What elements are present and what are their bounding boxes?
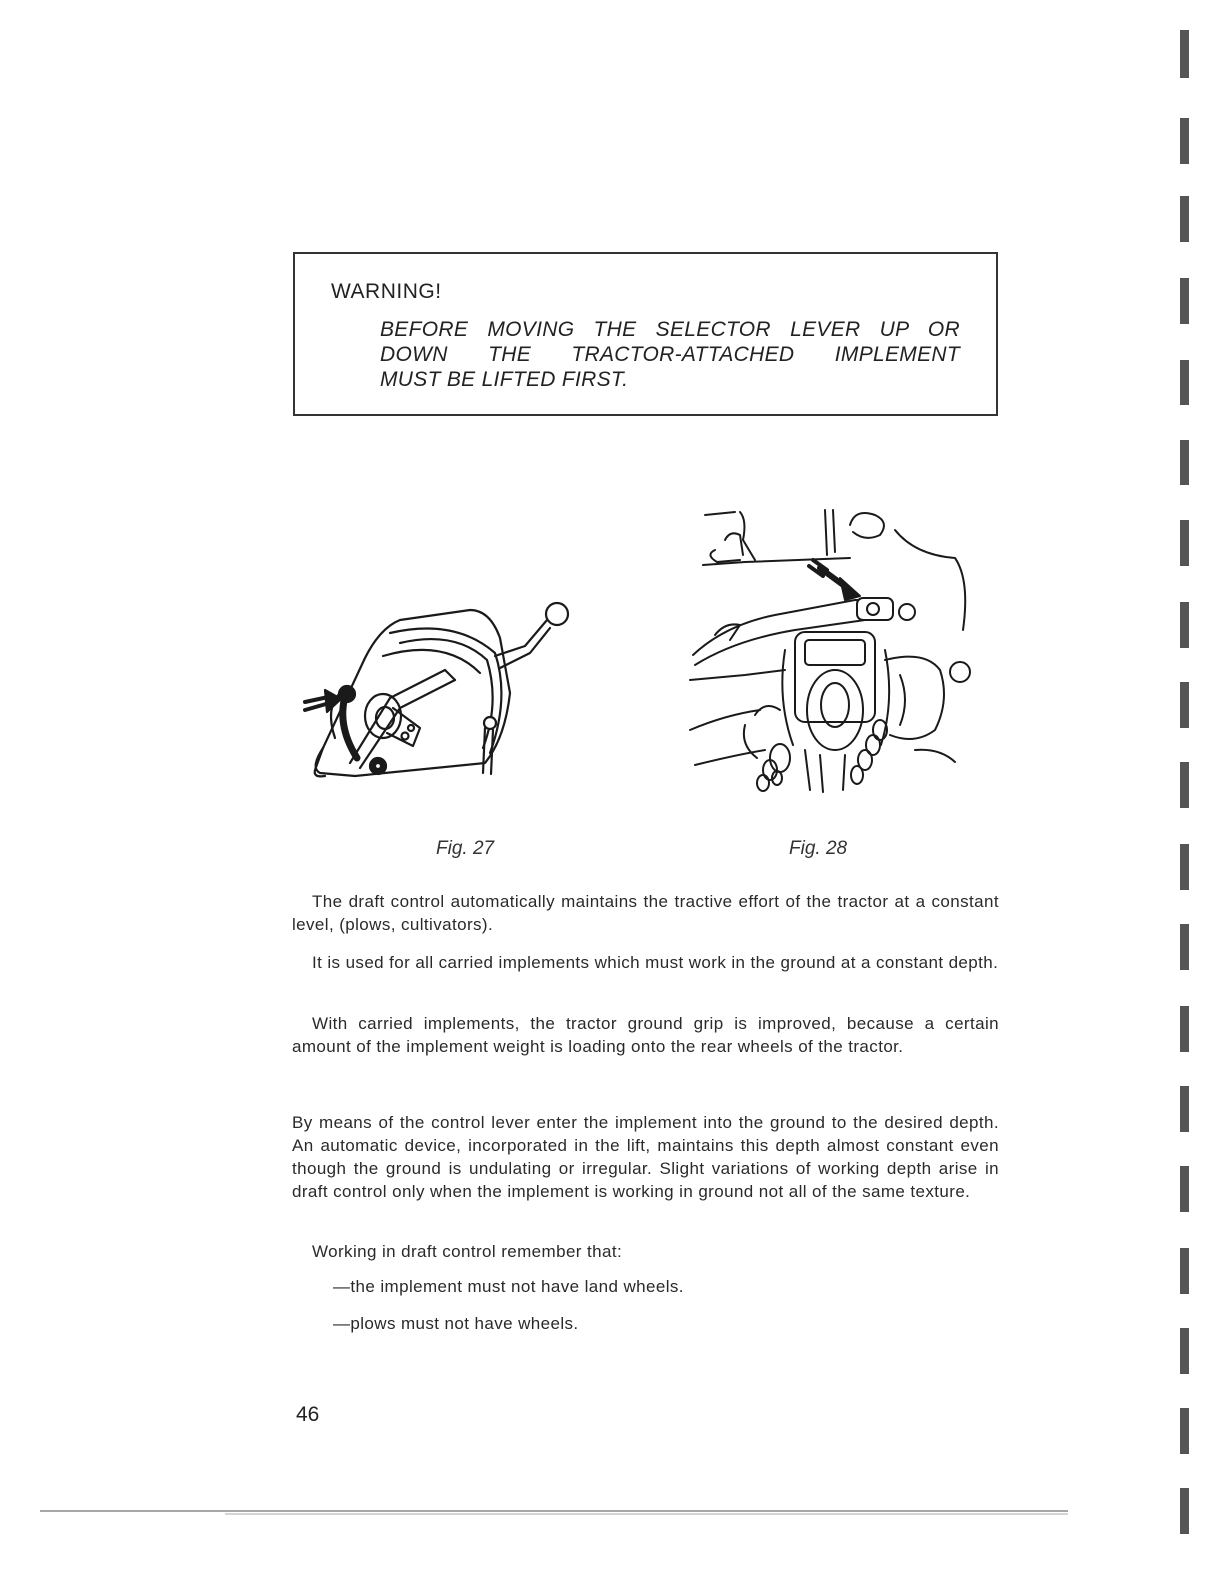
fig27-caption: Fig. 27 <box>436 838 495 859</box>
paragraph-remember: Working in draft control remember that: <box>312 1242 623 1261</box>
fig28-hitch-drawing <box>685 500 985 795</box>
fig28-caption: Fig. 28 <box>789 838 848 859</box>
bullet-land-wheels: —the implement must not have land wheels. <box>333 1277 684 1296</box>
warning-line-2: DOWN THE TRACTOR-ATTACHED IMPLEMENT <box>380 343 960 366</box>
warning-line-3: MUST BE LIFTED FIRST. <box>380 368 629 391</box>
warning-box <box>293 252 998 416</box>
paragraph-carried-implements: It is used for all carried implements which must work in the ground at a constant depth. <box>312 953 999 972</box>
paragraph-draft-control: The draft control automatically maintains the tractive effort of the tractor at a constant level, (plows, cultivators). <box>292 892 999 934</box>
paragraph-ground-grip: With carried implements, the tractor ground grip is improved, because a certain amount of the implement weight is loading onto the rear wheels of the tractor. <box>292 1014 999 1056</box>
bullet-plow-wheels: —plows must not have wheels. <box>333 1314 579 1333</box>
warning-title: WARNING! <box>331 280 442 303</box>
binding-edge-marks <box>1176 0 1196 1584</box>
page-number: 46 <box>296 1403 320 1426</box>
warning-line-1: BEFORE MOVING THE SELECTOR LEVER UP OR <box>380 318 960 341</box>
paragraph-control-lever: By means of the control lever enter the implement into the ground to the desired depth. An automatic device, incorporated in the lift, maintains this depth almost constant even though the ground is undulating or irregular. Slight variations of working depth arise in draft control only when the implement is working in ground not all of the same texture. <box>292 1113 999 1201</box>
fig27-lever-drawing <box>295 598 575 783</box>
warning-text <box>380 317 960 392</box>
bottom-scan-rule <box>40 1508 1068 1518</box>
